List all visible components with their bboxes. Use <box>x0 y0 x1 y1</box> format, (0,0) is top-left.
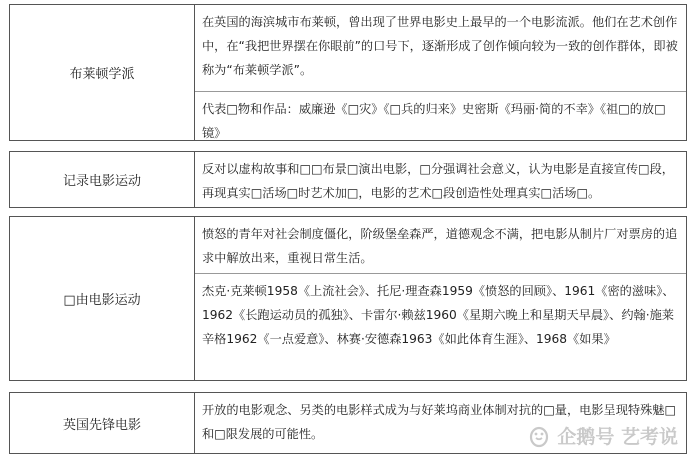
row-label: 记录电影运动 <box>10 152 195 207</box>
penguin-icon <box>527 424 551 448</box>
watermark-text: 企鹅号 艺考说 <box>557 426 678 448</box>
row-description: 愤怒的青年对社会制度僵化，阶级堡垒森严，道德观念不满，把电影从制片厂对票房的追求中解放出来，重视日常生活。 <box>202 227 678 265</box>
row-description: 开放的电影观念、另类的电影样式成为与好莱坞商业体制对抗的□量，电影呈现特殊魅□和□限发展的可能性。 <box>202 403 676 441</box>
row-representatives: 代表□物和作品：威廉逊《□灾》《□兵的归来》史密斯《玛丽·简的不幸》《祖□的放□镜》 <box>195 91 686 140</box>
row-description: 在英国的海滨城市布莱顿，曾出现了世界电影史上最早的一个电影流派。他们在艺术创作中，在“我把世界摆在你眼前”的口号下，逐渐形成了创作倾向较为一致的创作群体，即被称为“布莱顿学派”。 <box>202 15 678 77</box>
row-brighton-school <box>9 4 687 141</box>
row-label: 英国先锋电影 <box>10 393 195 453</box>
watermark <box>527 422 678 449</box>
row-description: 反对以虚构故事和□□布景□演出电影，□分强调社会意义，认为电影是直接宣传□段，再现真实□活场□时艺术加□，电影的艺术□段创造性处理真实□活场□。 <box>202 162 674 200</box>
row-documentary-movement <box>9 151 687 208</box>
row-free-cinema <box>9 216 687 381</box>
row-label: 布莱顿学派 <box>10 5 195 140</box>
row-representatives: 杰克·克莱顿1958《上流社会》、托尼·理查森1959《愤怒的回顾》、1961《密的滋味》、1962《长跑运动员的孤独》、卡雷尔·赖兹1960《星期六晚上和星期天早晨》、约翰·施莱辛格1962《一点爱意》、林赛·安德森1963《如此体育生涯》、1968《如果》 <box>195 273 686 380</box>
row-label: □由电影运动 <box>10 217 195 380</box>
